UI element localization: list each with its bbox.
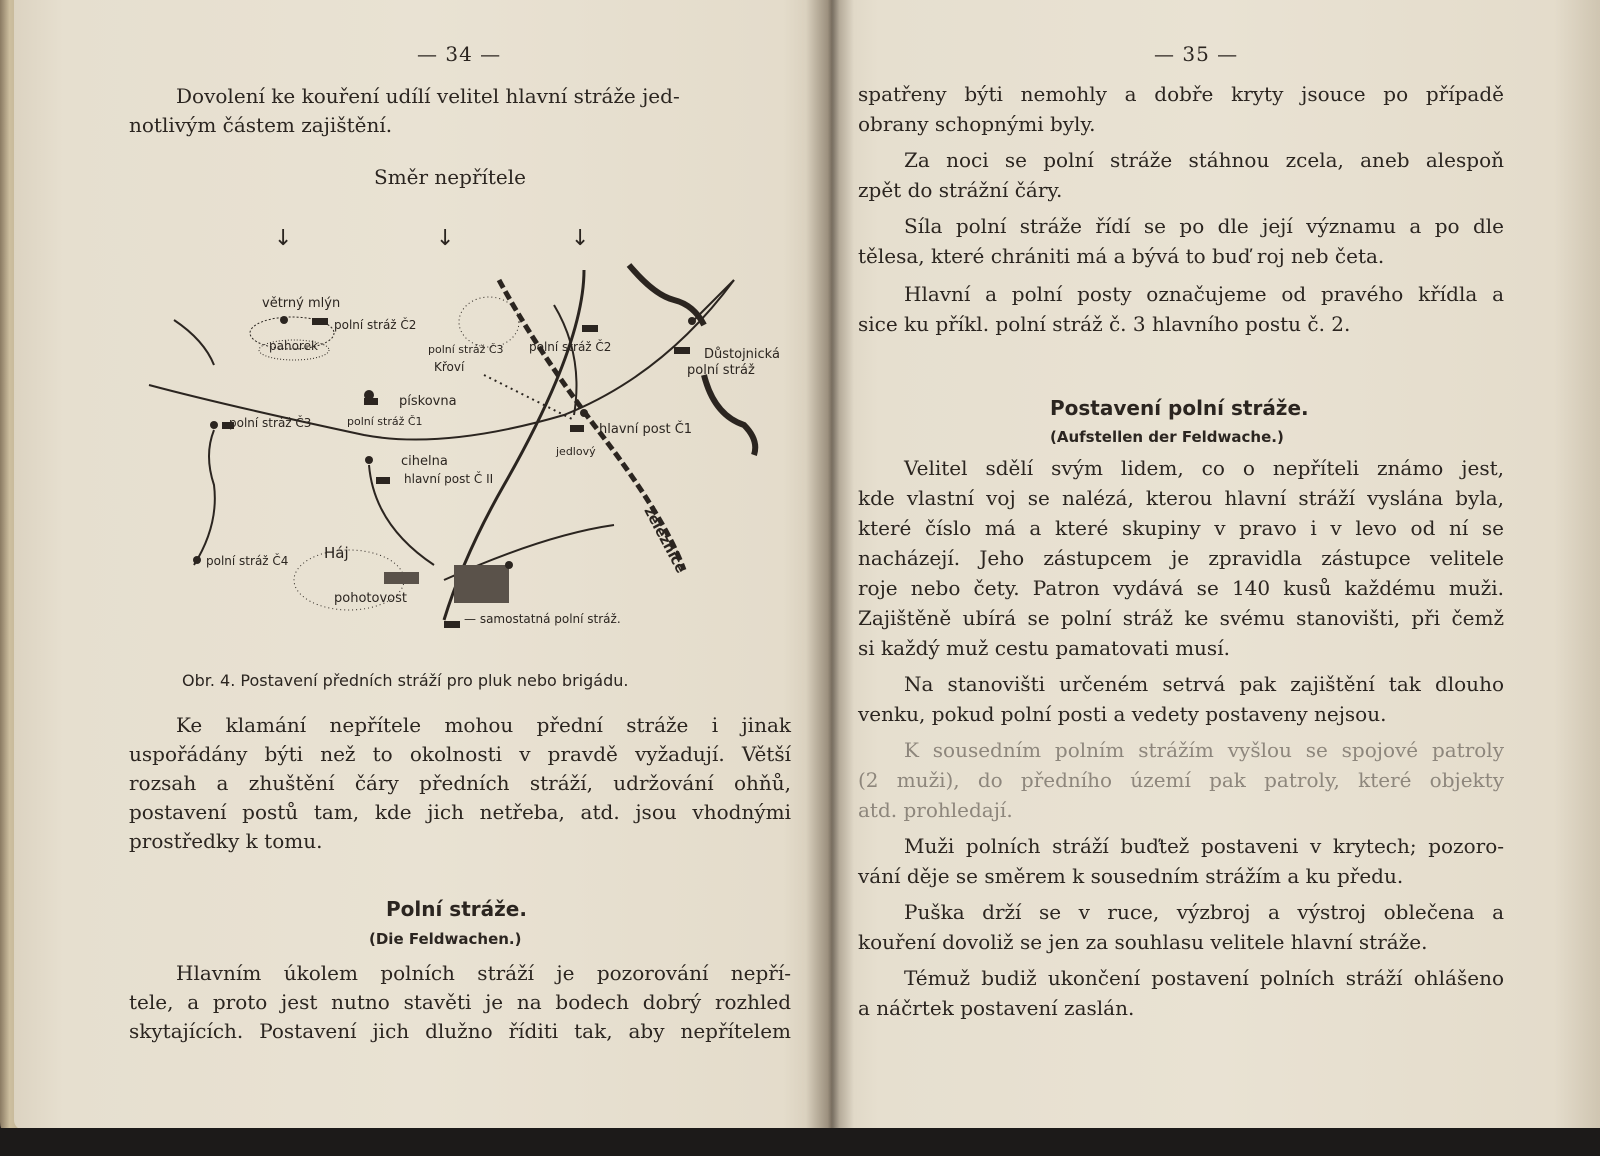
map-label-conifer: jedlový	[556, 445, 596, 458]
paragraph-line: venku, pokud polní posti a vedety postaveny nejsou.	[858, 702, 1387, 726]
paragraph-line: tele, a proto jest nutno stavěti je na bodech dobrý rozhled	[129, 990, 791, 1014]
paragraph-line: Na stanovišti určeném setrvá pak zajištění tak dlouho	[904, 672, 1504, 696]
paragraph-line: Hlavním úkolem polních stráží je pozorování nepří-	[176, 961, 791, 985]
paragraph-line: které číslo má a které skupiny v pravo i v levo od ní se	[858, 516, 1504, 540]
map-label-main-post: hlavní post Č II	[404, 472, 494, 486]
direction-arrow: ↓	[571, 226, 590, 251]
map-label-railway: železnice	[640, 504, 689, 577]
paragraph-line: Síla polní stráže řídí se po dle její významu a po dle	[904, 214, 1504, 238]
paragraph-line: prostředky k tomu.	[129, 829, 323, 853]
section-title: Polní stráže.	[386, 897, 527, 921]
map-label-post: polní stráž Č3	[229, 416, 312, 430]
map-label-officer-post: polní stráž	[687, 363, 755, 378]
map-label-grove: Háj	[324, 544, 349, 562]
paragraph-line: obrany schopnými byly.	[858, 112, 1096, 136]
paragraph-line: rozsah a zhuštění čáry předních stráží, udržování ohňů,	[129, 771, 791, 795]
map-label-post: polní stráž Č2	[529, 340, 612, 354]
paragraph-line: spatřeny býti nemohly a dobře kryty jsouce po případě	[858, 82, 1504, 106]
map-label-mill: větrný mlýn	[262, 296, 341, 311]
paragraph-line: nacházejí. Jeho zástupcem je zpravidla zástupce velitele	[858, 546, 1504, 570]
paragraph-line: kouření dovoliž se jen za souhlasu velitele hlavní stráže.	[858, 930, 1428, 954]
stream	[704, 375, 755, 455]
paragraph-line: vání děje se směrem k sousedním strážím a ku předu.	[858, 864, 1404, 888]
figure-caption: Obr. 4. Postavení předních stráží pro pluk nebo brigádu.	[182, 671, 629, 690]
map-label-hill: pahorek	[269, 339, 318, 353]
map-label-reserve: pohotovost	[334, 591, 407, 606]
paragraph-line: Muži polních stráží buďtež postaveni v krytech; pozoro-	[904, 834, 1504, 858]
background-surface	[0, 1128, 1600, 1156]
shrub-area	[459, 297, 519, 347]
paragraph-line: Hlavní a polní posty označujeme od pravého křídla a	[904, 282, 1504, 306]
map-label-independent-post: — samostatná polní stráž.	[464, 612, 621, 626]
page-number: — 35 —	[1154, 42, 1239, 66]
map-label-brickyard: cihelna	[401, 454, 448, 469]
paragraph-line: Velitel sdělí svým lidem, co o nepříteli známo jest,	[904, 456, 1504, 480]
paragraph-line: Puška drží se v ruce, výzbroj a výstroj oblečena a	[904, 900, 1504, 924]
section-subtitle: (Aufstellen der Feldwache.)	[1050, 428, 1284, 446]
map-label-post: polní stráž Č1	[347, 415, 423, 428]
section-title: Postavení polní stráže.	[1050, 396, 1309, 420]
right-page	[832, 0, 1600, 1130]
map-label-sandpit: pískovna	[399, 394, 457, 409]
stream	[629, 265, 704, 325]
map-label-post: polní stráž Č4	[206, 554, 289, 568]
map-title: Směr nepřítele	[374, 165, 527, 189]
paragraph-line: Zajištěně ubírá se polní stráž ke svému stanovišti, při čemž	[858, 606, 1504, 630]
map-label-main-post: hlavní post Č1	[599, 422, 693, 437]
map-label-post: polní stráž Č2	[334, 318, 417, 332]
direction-arrow: ↓	[274, 226, 293, 251]
paragraph-line: (2 muži), do předního území pak patroly, které objekty	[858, 768, 1504, 792]
page-number: — 34 —	[417, 42, 502, 66]
paragraph-line: Za noci se polní stráže stáhnou zcela, aneb alespoň	[904, 148, 1504, 172]
paragraph-line: Témuž budiž ukončení postavení polních stráží ohlášeno	[904, 966, 1504, 990]
book-gutter	[806, 0, 854, 1130]
direction-arrow: ↓	[436, 226, 455, 251]
paragraph-line: a náčrtek postavení zaslán.	[858, 996, 1135, 1020]
paragraph-line: si každý muž cestu pamatovati musí.	[858, 636, 1230, 660]
reserve-block	[384, 572, 419, 584]
paragraph-line: tělesa, které chrániti má a bývá to buď roj neb četa.	[858, 244, 1385, 268]
village	[454, 565, 509, 603]
tactical-map	[144, 225, 804, 655]
paragraph-line: postavení postů tam, kde jich netřeba, atd. jsou vhodnými	[129, 800, 791, 824]
paragraph-line: atd. prohledají.	[858, 798, 1013, 822]
paragraph-line: zpět do strážní čáry.	[858, 178, 1063, 202]
paragraph-line: skytajících. Postavení jich dlužno říditi tak, aby nepřítelem	[129, 1019, 791, 1043]
section-subtitle: (Die Feldwachen.)	[369, 930, 522, 948]
paragraph-line: Dovolení ke kouření udílí velitel hlavní stráže jed-	[176, 84, 680, 108]
paragraph-line: sice ku příkl. polní stráž č. 3 hlavního postu č. 2.	[858, 312, 1351, 336]
paragraph-line: K sousedním polním strážím vyšlou se spojové patroly	[904, 738, 1504, 762]
map-label-shrub: Křoví	[434, 360, 465, 374]
paragraph-line: notlivým částem zajištění.	[129, 113, 393, 137]
paragraph-line: uspořádány býti než to okolnosti v pravdě vyžadují. Větší	[129, 742, 791, 766]
left-page	[14, 0, 832, 1130]
paragraph-line: roje nebo čety. Patron vydává se 140 kusů každému muži.	[858, 576, 1504, 600]
paragraph-line: Ke klamání nepřítele mohou přední stráže i jinak	[176, 713, 791, 737]
map-label-officer-post: Důstojnická	[704, 347, 780, 362]
map-label-post: polní stráž Č3	[428, 343, 504, 356]
paragraph-line: kde vlastní voj se nalézá, kterou hlavní stráží vyslána byla,	[858, 486, 1504, 510]
